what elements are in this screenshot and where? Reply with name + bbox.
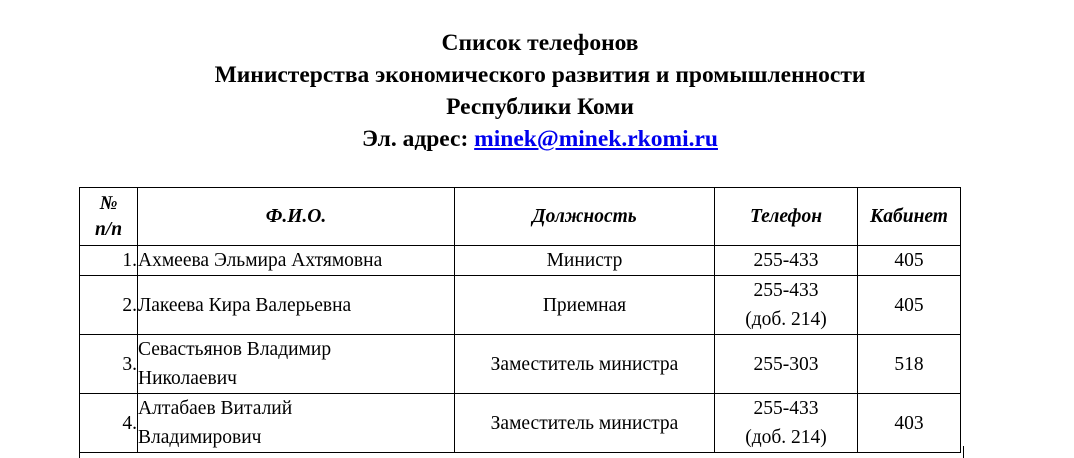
row-fio: [138, 335, 455, 394]
table-row: [80, 276, 961, 335]
row-position: Заместитель министра: [455, 335, 715, 394]
row-position: Заместитель министра: [455, 394, 715, 453]
table-header-row: [80, 188, 961, 246]
row-fio-line1: Севастьянов Владимир: [138, 339, 332, 360]
row-fio-line1: Лакеева Кира Валерьевна: [138, 294, 352, 316]
header-num-line1: №: [99, 192, 118, 214]
row-phone-line1: 255-303: [753, 353, 819, 375]
row-num: 3.: [80, 335, 138, 394]
row-cabinet: 403: [858, 394, 961, 453]
phone-table: [79, 187, 961, 453]
row-cabinet: 518: [858, 335, 961, 394]
document-header: [0, 27, 1074, 155]
row-position: Министр: [455, 246, 715, 276]
row-fio-line2: Николаевич: [138, 368, 237, 389]
row-phone: [715, 394, 858, 453]
table-row: [80, 335, 961, 394]
title-line-1: Список телефонов: [441, 30, 639, 56]
row-num: 2.: [80, 276, 138, 335]
row-phone: [715, 335, 858, 394]
header-cabinet: Кабинет: [858, 188, 961, 246]
row-num: 1.: [80, 246, 138, 276]
row-fio: [138, 276, 455, 335]
row-num: 4.: [80, 394, 138, 453]
email-line: [6, 123, 1074, 155]
header-position: Должность: [455, 188, 715, 246]
row-fio: [138, 394, 455, 453]
title-line-3: Республики Коми: [446, 94, 634, 120]
row-cabinet: 405: [858, 276, 961, 335]
row-phone: [715, 246, 858, 276]
header-fio: Ф.И.О.: [138, 188, 455, 246]
row-cabinet: 405: [858, 246, 961, 276]
header-num-line2: п/п: [94, 218, 123, 240]
table-row: [80, 394, 961, 453]
email-link[interactable]: minek@minek.rkomi.ru: [474, 126, 718, 152]
header-phone: Телефон: [715, 188, 858, 246]
email-label: Эл. адрес:: [362, 126, 475, 152]
row-fio: [138, 246, 455, 276]
row-phone-line1: 255-433: [753, 250, 819, 271]
header-num: [80, 188, 138, 246]
table-border-continuation-left: [79, 446, 80, 458]
table-border-continuation-right: [963, 446, 964, 458]
row-fio-line1: Алтабаев Виталий: [138, 398, 293, 419]
row-phone-line2: (доб. 214): [745, 427, 827, 448]
row-phone-line1: 255-433: [753, 398, 819, 419]
row-phone-line2: (доб. 214): [745, 309, 827, 330]
title-line-2: Министерства экономического развития и промышленности: [214, 62, 866, 88]
row-position: Приемная: [455, 276, 715, 335]
row-phone-line1: 255-433: [753, 280, 819, 301]
table-row: [80, 246, 961, 276]
row-fio-line2: Владимирович: [138, 427, 262, 448]
row-phone: [715, 276, 858, 335]
row-fio-line1: Ахмеева Эльмира Ахтямовна: [138, 250, 383, 271]
